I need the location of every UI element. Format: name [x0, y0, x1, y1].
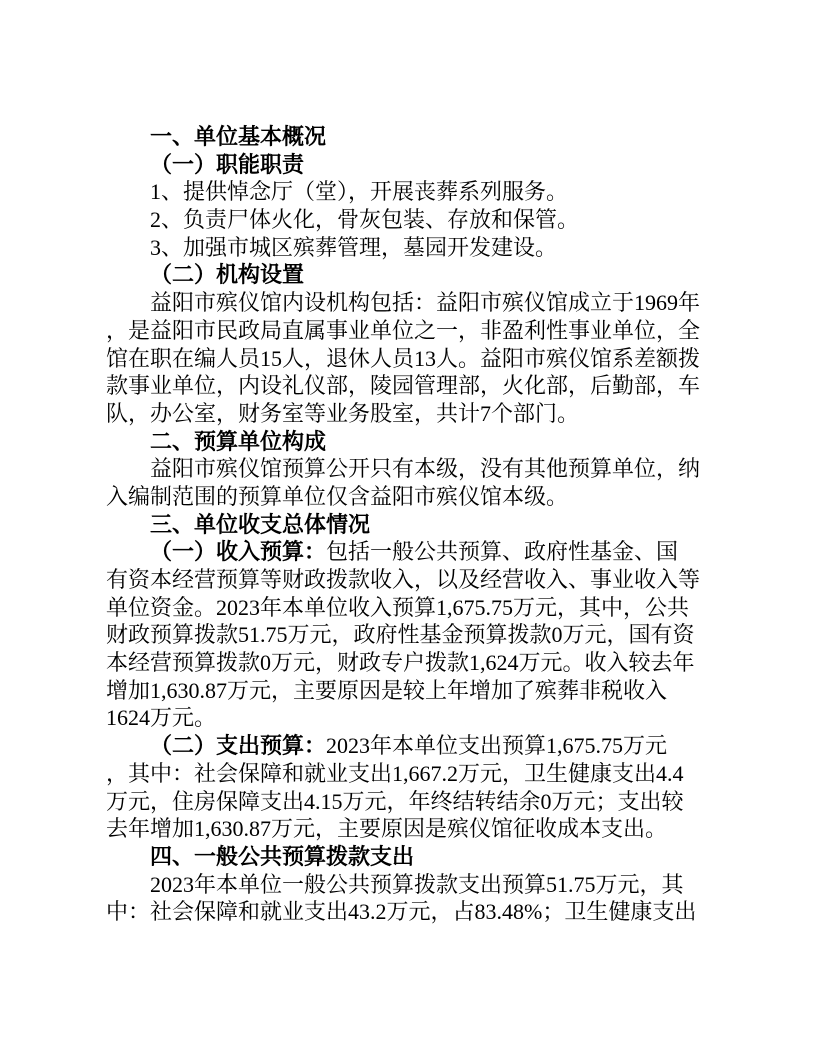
text-line	[106, 123, 700, 151]
paragraph	[106, 871, 700, 926]
bold-text: （一）收入预算：	[150, 539, 327, 565]
body-text: 队，办公室，财务室等业务股室，共计7个部门。	[106, 400, 580, 426]
list-item	[106, 234, 700, 262]
text-line	[106, 372, 700, 400]
body-text: 单位资金。2023年本单位收入预算1,675.75万元，其中，公共	[106, 594, 690, 620]
text-line	[106, 151, 700, 179]
body-text: 2023年本单位支出预算1,675.75万元	[326, 733, 668, 759]
text-line	[106, 566, 700, 594]
text-line	[106, 455, 700, 483]
bold-text: （一）职能职责	[150, 151, 305, 177]
text-line	[106, 317, 700, 345]
body-text: 有资本经营预算等财政拨款收入，以及经营收入、事业收入等	[106, 567, 701, 592]
body-text: 去年增加1,630.87万元，主要原因是殡仪馆征收成本支出。	[106, 816, 668, 842]
text-line	[106, 760, 700, 788]
text-line	[106, 511, 700, 539]
text-line	[106, 677, 700, 705]
bold-text: （二）机构设置	[150, 262, 305, 288]
body-text: 增加1,630.87万元，主要原因是较上年增加了殡葬非税收入	[106, 677, 668, 703]
body-text: 本经营预算拨款0万元，财政专户拨款1,624万元。收入较去年	[106, 650, 695, 676]
body-text: 2、负责尸体火化，骨灰包装、存放和保管。	[150, 207, 580, 233]
document-content	[106, 123, 700, 926]
text-line	[106, 178, 700, 206]
body-text: 1624万元。	[106, 705, 217, 731]
text-line	[106, 815, 700, 843]
text-line	[106, 206, 700, 234]
paragraph	[106, 732, 700, 843]
text-line	[106, 898, 700, 926]
section-heading	[106, 151, 700, 179]
body-text: 财政预算拨款51.75万元，政府性基金预算拨款0万元，国有资	[106, 622, 695, 648]
section-heading	[106, 261, 700, 289]
body-text: 包括一般公共预算、政府性基金、国	[326, 539, 679, 565]
text-line	[106, 871, 700, 899]
text-line	[106, 483, 700, 511]
body-text: 入编制范围的预算单位仅含益阳市殡仪馆本级。	[106, 483, 569, 509]
body-text: 2023年本单位一般公共预算拨款支出预算51.75万元，其	[150, 871, 684, 897]
body-text: ，其中：社会保障和就业支出1,667.2万元，卫生健康支出4.4	[106, 760, 684, 786]
text-line	[106, 538, 700, 566]
text-line	[106, 621, 700, 649]
text-line	[106, 704, 700, 732]
section-heading	[106, 511, 700, 539]
text-line	[106, 400, 700, 428]
body-text: 益阳市殡仪馆预算公开只有本级，没有其他预算单位，纳	[150, 456, 701, 482]
body-text: ，是益阳市民政局直属事业单位之一，非盈利性事业单位，全	[106, 317, 701, 343]
body-text: 益阳市殡仪馆内设机构包括：益阳市殡仪馆成立于1969年	[150, 290, 701, 316]
body-text: 款事业单位，内设礼仪部，陵园管理部，火化部，后勤部，车	[106, 373, 701, 399]
section-heading	[106, 123, 700, 151]
body-text: 1、提供悼念厅（堂），开展丧葬系列服务。	[150, 179, 569, 205]
body-text: 万元，住房保障支出4.15万元，年终结转结余0万元；支出较	[106, 788, 684, 814]
body-text: 馆在职在编人员15人，退休人员13人。益阳市殡仪馆系差额拨	[106, 345, 701, 371]
list-item	[106, 178, 700, 206]
paragraph	[106, 455, 700, 510]
text-line	[106, 649, 700, 677]
text-line	[106, 788, 700, 816]
list-item	[106, 206, 700, 234]
section-heading	[106, 428, 700, 456]
body-text: 中：社会保障和就业支出43.2万元，占83.48%；卫生健康支出	[106, 899, 697, 925]
text-line	[106, 732, 700, 760]
text-line	[106, 345, 700, 373]
text-line	[106, 261, 700, 289]
section-heading	[106, 843, 700, 871]
text-line	[106, 428, 700, 456]
bold-text: 二、预算单位构成	[150, 428, 327, 454]
bold-text: 一、单位基本概况	[150, 124, 327, 149]
text-line	[106, 843, 700, 871]
paragraph	[106, 289, 700, 427]
bold-text: （二）支出预算：	[150, 733, 327, 759]
text-line	[106, 289, 700, 317]
bold-text: 三、单位收支总体情况	[150, 511, 371, 537]
text-line	[106, 594, 700, 622]
paragraph	[106, 538, 700, 732]
body-text: 3、加强市城区殡葬管理，墓园开发建设。	[150, 234, 558, 260]
bold-text: 四、一般公共预算拨款支出	[150, 843, 415, 869]
text-line	[106, 234, 700, 262]
